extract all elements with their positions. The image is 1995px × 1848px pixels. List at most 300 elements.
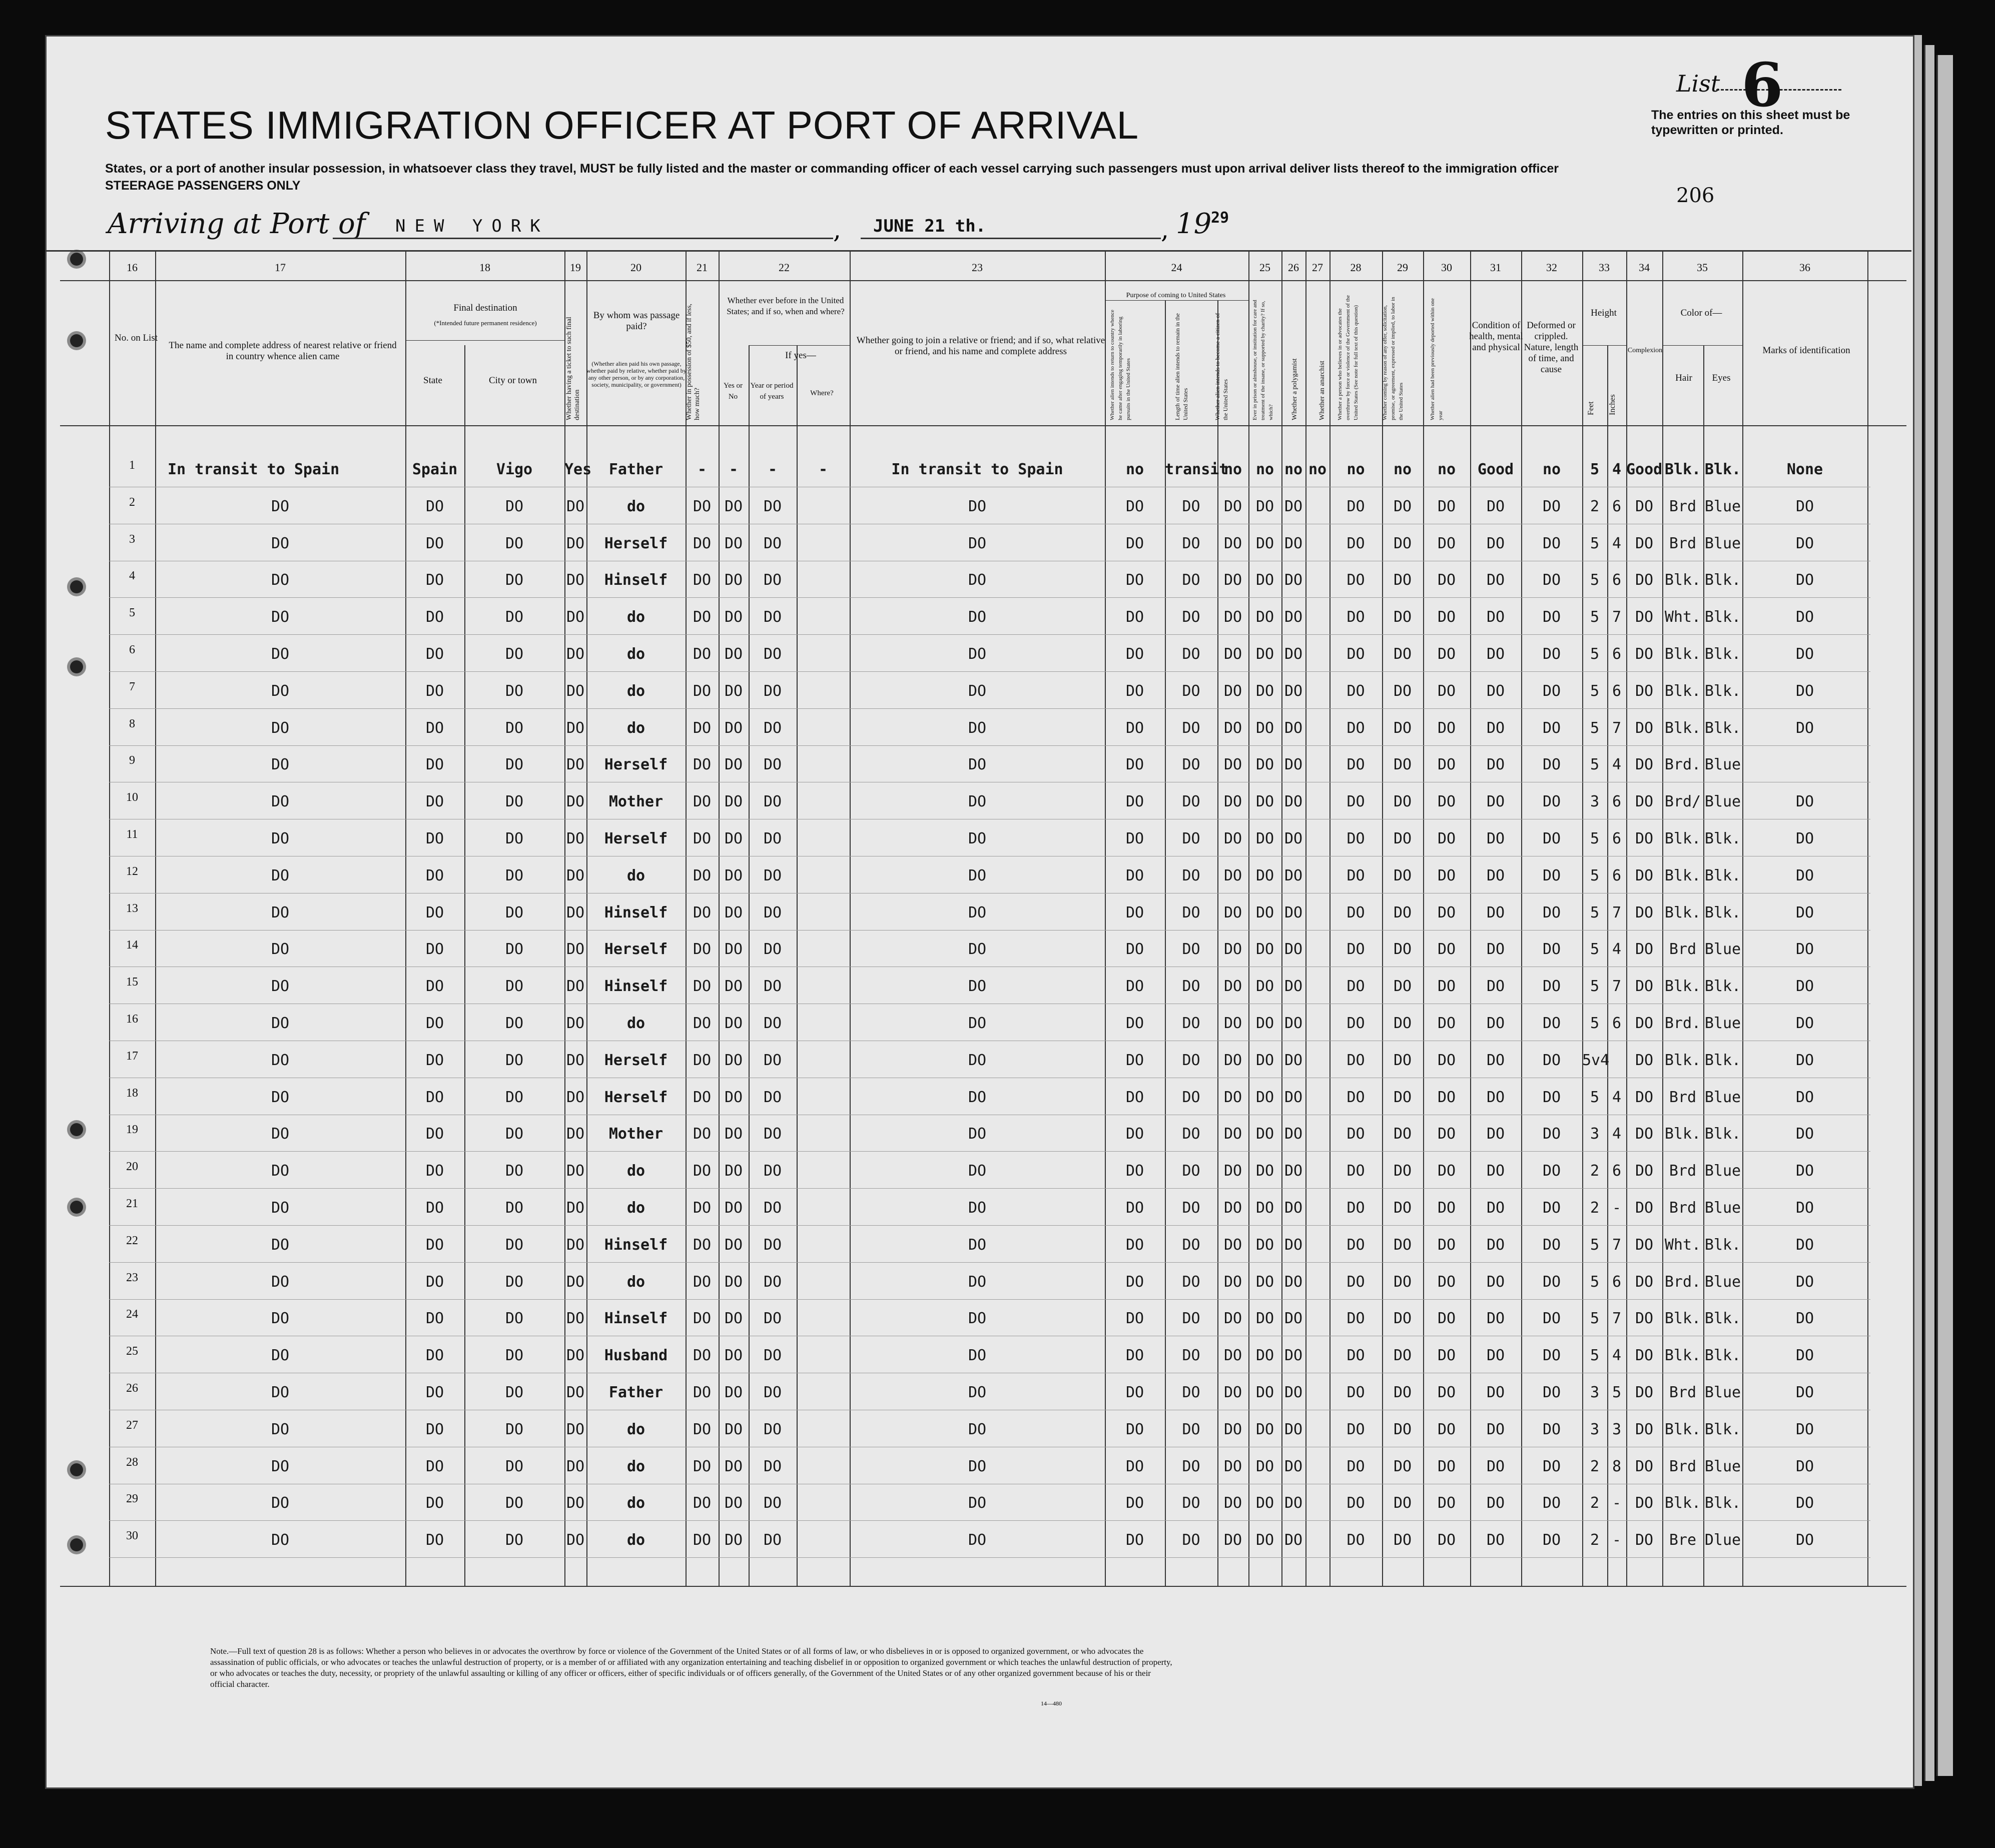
cell-eyes: Blk. <box>1704 1420 1741 1438</box>
cell-q29: DO <box>1393 1051 1412 1069</box>
cell-p1: DO <box>1125 1199 1144 1217</box>
cell-eyes: Blk. <box>1704 1494 1741 1512</box>
cell-poly: DO <box>1284 608 1303 626</box>
cell-ticket: DO <box>566 1273 585 1291</box>
cell-city: DO <box>505 1273 524 1291</box>
cell-health: DO <box>1486 1015 1505 1032</box>
cell-q29: DO <box>1393 830 1412 847</box>
cell-hair: Blk. <box>1664 1347 1701 1365</box>
cell-eyes: Blk. <box>1704 461 1741 478</box>
cell-state: DO <box>425 1310 444 1328</box>
row-number: 11 <box>126 828 138 841</box>
cell-yrs: DO <box>763 1457 782 1475</box>
cell-marks: DO <box>1795 1015 1814 1032</box>
cell-p1: DO <box>1125 793 1144 811</box>
cell-yn: DO <box>724 1088 743 1106</box>
cell-poly: DO <box>1284 1457 1303 1475</box>
cell-poly: DO <box>1284 719 1303 737</box>
cell-eyes: Blk. <box>1704 608 1741 626</box>
cell-eyes: Dlue <box>1704 1531 1741 1549</box>
cell-city: DO <box>505 1347 524 1365</box>
binding-hole <box>70 1463 83 1476</box>
cell-ft: 5 <box>1590 830 1600 847</box>
cell-deform: DO <box>1542 534 1561 552</box>
cell-yrs: DO <box>763 608 782 626</box>
cell-state: DO <box>425 830 444 847</box>
cell-money: DO <box>693 941 712 959</box>
cell-money: DO <box>693 571 712 589</box>
cell-q29: DO <box>1393 1531 1412 1549</box>
cell-state: Spain <box>412 461 458 478</box>
cell-q28: DO <box>1347 941 1365 959</box>
header-question-28: Whether a person who believes in or advocates the overthrow by force or violence of the Government of the United States (See note for full text of this question) <box>1337 295 1359 420</box>
cell-join: DO <box>968 903 987 921</box>
cell-p3: DO <box>1223 1494 1242 1512</box>
cell-comp: DO <box>1635 830 1654 847</box>
cell-yn: DO <box>724 645 743 663</box>
cell-inch: 8 <box>1612 1457 1622 1475</box>
cell-health: DO <box>1486 571 1505 589</box>
cell-poly: DO <box>1284 941 1303 959</box>
cell-yn: DO <box>724 941 743 959</box>
cell-join: DO <box>968 793 987 811</box>
row-number: 24 <box>126 1308 138 1321</box>
cell-q30: DO <box>1437 1125 1456 1143</box>
cell-deform: DO <box>1542 1273 1561 1291</box>
cell-q29: DO <box>1393 1236 1412 1254</box>
cell-ft: 5v4 <box>1582 1051 1610 1069</box>
cell-p1: DO <box>1125 941 1144 959</box>
cell-eyes: Blue <box>1704 793 1741 811</box>
cell-deform: DO <box>1542 903 1561 921</box>
cell-rel: DO <box>271 571 290 589</box>
cell-q28: DO <box>1347 608 1365 626</box>
row-number: 21 <box>126 1197 138 1210</box>
binding-hole <box>70 660 83 673</box>
cell-join: DO <box>968 534 987 552</box>
cell-ft: 5 <box>1590 1236 1600 1254</box>
cell-hair: Brd. <box>1664 756 1701 774</box>
cell-prison: DO <box>1255 1310 1274 1328</box>
cell-q28: DO <box>1347 719 1365 737</box>
cell-q28: DO <box>1347 793 1365 811</box>
cell-prison: DO <box>1255 1531 1274 1549</box>
cell-city: DO <box>505 1162 524 1180</box>
cell-ft: 2 <box>1590 1162 1600 1180</box>
cell-city: DO <box>505 1015 524 1032</box>
cell-ft: 5 <box>1590 1088 1600 1106</box>
header-marks: Marks of identification <box>1762 345 1850 356</box>
header-complexion: Complexion <box>1627 347 1663 354</box>
cell-q29: DO <box>1393 1088 1412 1106</box>
cell-eyes: Blue <box>1704 1162 1741 1180</box>
form-number: 14—480 <box>1041 1700 1062 1707</box>
cell-ft: 5 <box>1590 903 1600 921</box>
cell-deform: DO <box>1542 1199 1561 1217</box>
header-height: Height <box>1591 308 1617 318</box>
cell-state: DO <box>425 608 444 626</box>
cell-inch: 6 <box>1612 866 1622 884</box>
cell-poly: DO <box>1284 793 1303 811</box>
cell-poly: DO <box>1284 1531 1303 1549</box>
cell-rel: DO <box>271 1088 290 1106</box>
cell-prison: DO <box>1255 1273 1274 1291</box>
cell-p2: DO <box>1182 1162 1200 1180</box>
page-title: STATES IMMIGRATION OFFICER AT PORT OF ARRIVAL <box>105 103 1139 147</box>
cell-join: DO <box>968 1236 987 1254</box>
row-rule <box>109 1151 1870 1152</box>
cell-p3: DO <box>1223 1384 1242 1401</box>
cell-yrs: DO <box>763 571 782 589</box>
row-number: 7 <box>129 680 135 693</box>
cell-poly: DO <box>1284 1310 1303 1328</box>
cell-q28: DO <box>1347 903 1365 921</box>
cell-prison: DO <box>1255 1347 1274 1365</box>
cell-q29: DO <box>1393 1015 1412 1032</box>
cell-join: DO <box>968 978 987 996</box>
cell-join: DO <box>968 1162 987 1180</box>
cell-hair: Brd <box>1669 1162 1697 1180</box>
cell-q29: DO <box>1393 1347 1412 1365</box>
port-underline <box>333 238 833 239</box>
cell-prison: DO <box>1255 534 1274 552</box>
cell-paid: Mother <box>608 1125 663 1143</box>
cell-hair: Blk. <box>1664 1420 1701 1438</box>
header-eyes: Eyes <box>1712 373 1731 383</box>
row-number: 19 <box>126 1123 138 1137</box>
cell-yrs: DO <box>763 793 782 811</box>
cell-p3: DO <box>1223 1420 1242 1438</box>
cell-p3: DO <box>1223 571 1242 589</box>
cell-q29: DO <box>1393 719 1412 737</box>
cell-city: DO <box>505 571 524 589</box>
cell-p3: DO <box>1223 534 1242 552</box>
cell-rel: DO <box>271 719 290 737</box>
cell-comp: DO <box>1635 645 1654 663</box>
cell-prison: DO <box>1255 682 1274 700</box>
cell-eyes: Blk. <box>1704 719 1741 737</box>
cell-p2: DO <box>1182 1125 1200 1143</box>
cell-ticket: DO <box>566 682 585 700</box>
cell-ticket: DO <box>566 1531 585 1549</box>
cell-p2: DO <box>1182 1088 1200 1106</box>
cell-money: DO <box>693 1531 712 1549</box>
cell-hair: Blk. <box>1664 1125 1701 1143</box>
cell-paid: Herself <box>604 1051 668 1069</box>
header-purpose-return: Whether alien intends to return to country whence he came after engaging temporarily in laboring pursuits in the United States <box>1109 310 1131 420</box>
cell-p3: DO <box>1223 866 1242 884</box>
cell-health: DO <box>1486 903 1505 921</box>
cell-city: DO <box>505 1457 524 1475</box>
cell-join: DO <box>968 1310 987 1328</box>
cell-health: DO <box>1486 608 1505 626</box>
cell-health: DO <box>1486 941 1505 959</box>
cell-money: DO <box>693 1384 712 1401</box>
cell-state: DO <box>425 941 444 959</box>
cell-marks: DO <box>1795 1125 1814 1143</box>
cell-p2: DO <box>1182 1310 1200 1328</box>
cell-p2: DO <box>1182 1420 1200 1438</box>
sub-column-rule <box>797 345 798 1586</box>
cell-inch: - <box>1612 1531 1622 1549</box>
cell-inch: - <box>1612 1494 1622 1512</box>
cell-money: DO <box>693 1347 712 1365</box>
arriving-label: Arriving at Port of <box>108 208 366 240</box>
cell-ft: 3 <box>1590 1420 1600 1438</box>
column-number: 35 <box>1697 261 1708 274</box>
cell-poly: DO <box>1284 1494 1303 1512</box>
cell-p2: DO <box>1182 1347 1200 1365</box>
cell-poly: DO <box>1284 571 1303 589</box>
cell-poly: DO <box>1284 756 1303 774</box>
cell-join: DO <box>968 719 987 737</box>
cell-q30: DO <box>1437 719 1456 737</box>
cell-ticket: DO <box>566 756 585 774</box>
cell-rel: DO <box>271 903 290 921</box>
cell-deform: DO <box>1542 1457 1561 1475</box>
cell-deform: DO <box>1542 1494 1561 1512</box>
column-number: 24 <box>1171 261 1182 274</box>
header-state: State <box>423 375 442 386</box>
cell-comp: DO <box>1635 571 1654 589</box>
header-purpose-length: Length of time alien intends to remain in the United States <box>1174 313 1189 420</box>
cell-ticket: DO <box>566 534 585 552</box>
row-number: 9 <box>129 754 135 767</box>
cell-deform: DO <box>1542 1347 1561 1365</box>
cell-rel: DO <box>271 1310 290 1328</box>
cell-eyes: Blue <box>1704 756 1741 774</box>
cell-poly: no <box>1284 461 1303 478</box>
cell-yn: DO <box>724 1125 743 1143</box>
cell-marks: DO <box>1795 941 1814 959</box>
cell-inch: 7 <box>1612 719 1622 737</box>
page-edge <box>1936 55 1953 1776</box>
cell-state: DO <box>425 1494 444 1512</box>
cell-poly: DO <box>1284 682 1303 700</box>
cell-paid: Hinself <box>604 1236 668 1254</box>
row-number: 17 <box>126 1049 138 1063</box>
cell-marks: DO <box>1795 719 1814 737</box>
cell-p3: DO <box>1223 1162 1242 1180</box>
column-rule <box>1867 250 1868 1586</box>
cell-yrs: DO <box>763 1384 782 1401</box>
header-group-rule <box>1662 345 1742 346</box>
cell-p1: DO <box>1125 1531 1144 1549</box>
cell-deform: DO <box>1542 608 1561 626</box>
table-bottom-rule <box>60 1586 1906 1587</box>
cell-comp: DO <box>1635 1420 1654 1438</box>
cell-state: DO <box>425 534 444 552</box>
header-passage-note: (Whether alien paid his own passage, whether paid by relative, whether paid by any other person, or by any corporation, society, municipality, or government) <box>586 360 687 388</box>
cell-state: DO <box>425 571 444 589</box>
cell-state: DO <box>425 903 444 921</box>
cell-state: DO <box>425 866 444 884</box>
cell-poly: DO <box>1284 1347 1303 1365</box>
cell-inch: 7 <box>1612 608 1622 626</box>
cell-hair: Blk. <box>1664 1494 1701 1512</box>
cell-marks: DO <box>1795 1531 1814 1549</box>
cell-p2: DO <box>1182 608 1200 626</box>
row-rule <box>109 671 1870 672</box>
cell-deform: DO <box>1542 645 1561 663</box>
row-number: 27 <box>126 1418 138 1432</box>
cell-inch: 6 <box>1612 497 1622 515</box>
cell-q29: DO <box>1393 497 1412 515</box>
cell-rel: DO <box>271 1273 290 1291</box>
cell-p2: DO <box>1182 534 1200 552</box>
cell-state: DO <box>425 645 444 663</box>
cell-ticket: DO <box>566 903 585 921</box>
row-number: 25 <box>126 1345 138 1358</box>
cell-poly: DO <box>1284 497 1303 515</box>
cell-hair: Blk. <box>1664 719 1701 737</box>
column-number: 19 <box>570 261 581 274</box>
cell-inch: 4 <box>1612 534 1622 552</box>
cell-ft: 5 <box>1590 1310 1600 1328</box>
cell-ticket: DO <box>566 1162 585 1180</box>
cell-yn: DO <box>724 1015 743 1032</box>
cell-p2: DO <box>1182 1051 1200 1069</box>
cell-join: DO <box>968 756 987 774</box>
cell-p2: DO <box>1182 866 1200 884</box>
cell-yrs: DO <box>763 497 782 515</box>
cell-rel: DO <box>271 1384 290 1401</box>
column-number: 34 <box>1639 261 1650 274</box>
cell-state: DO <box>425 1420 444 1438</box>
cell-paid: do <box>626 1457 645 1475</box>
row-rule <box>109 708 1870 709</box>
cell-comp: DO <box>1635 978 1654 996</box>
cell-inch: 7 <box>1612 1310 1622 1328</box>
cell-hair: Blk. <box>1664 645 1701 663</box>
cell-p2: DO <box>1182 903 1200 921</box>
cell-deform: DO <box>1542 1310 1561 1328</box>
cell-prison: DO <box>1255 608 1274 626</box>
cell-poly: DO <box>1284 534 1303 552</box>
cell-poly: DO <box>1284 1015 1303 1032</box>
cell-p2: DO <box>1182 830 1200 847</box>
cell-q28: DO <box>1347 1236 1365 1254</box>
cell-rel: DO <box>271 1347 290 1365</box>
cell-money: DO <box>693 1494 712 1512</box>
cell-health: DO <box>1486 866 1505 884</box>
cell-health: DO <box>1486 1457 1505 1475</box>
cell-paid: Herself <box>604 941 668 959</box>
row-number: 10 <box>126 791 138 804</box>
cell-inch: 6 <box>1612 645 1622 663</box>
cell-city: DO <box>505 1088 524 1106</box>
cell-comp: DO <box>1635 1347 1654 1365</box>
cell-q29: no <box>1393 461 1412 478</box>
cell-p3: DO <box>1223 1457 1242 1475</box>
cell-q29: DO <box>1393 1310 1412 1328</box>
cell-city: DO <box>505 978 524 996</box>
cell-yrs: DO <box>763 756 782 774</box>
cell-ticket: DO <box>566 1457 585 1475</box>
cell-p3: DO <box>1223 756 1242 774</box>
cell-ft: 5 <box>1590 534 1600 552</box>
cell-money: DO <box>693 1125 712 1143</box>
cell-paid: Hinself <box>604 571 668 589</box>
cell-hair: Brd. <box>1664 1273 1701 1291</box>
cell-inch: 6 <box>1612 571 1622 589</box>
cell-p1: DO <box>1125 497 1144 515</box>
cell-marks: DO <box>1795 1494 1814 1512</box>
cell-p1: DO <box>1125 1015 1144 1032</box>
cell-state: DO <box>425 1125 444 1143</box>
cell-join: DO <box>968 1051 987 1069</box>
cell-q29: DO <box>1393 756 1412 774</box>
cell-deform: DO <box>1542 1420 1561 1438</box>
cell-deform: DO <box>1542 1051 1561 1069</box>
cell-city: DO <box>505 1310 524 1328</box>
cell-money: DO <box>693 1273 712 1291</box>
cell-p2: DO <box>1182 1384 1200 1401</box>
cell-q29: DO <box>1393 1125 1412 1143</box>
cell-ticket: DO <box>566 866 585 884</box>
cell-deform: DO <box>1542 719 1561 737</box>
cell-eyes: Blue <box>1704 497 1741 515</box>
cell-marks: DO <box>1795 1088 1814 1106</box>
cell-city: DO <box>505 866 524 884</box>
cell-p1: DO <box>1125 1236 1144 1254</box>
header-feet: Feet <box>1587 401 1595 415</box>
cell-ticket: DO <box>566 1236 585 1254</box>
cell-p3: DO <box>1223 1088 1242 1106</box>
cell-marks: DO <box>1795 608 1814 626</box>
header-final-destination: Final destination <box>453 303 517 313</box>
cell-q30: DO <box>1437 866 1456 884</box>
cell-rel: DO <box>271 497 290 515</box>
cell-city: DO <box>505 1236 524 1254</box>
cell-q28: DO <box>1347 1051 1365 1069</box>
cell-rel: DO <box>271 1531 290 1549</box>
cell-p1: DO <box>1125 1420 1144 1438</box>
cell-q30: DO <box>1437 1457 1456 1475</box>
cell-p2: DO <box>1182 978 1200 996</box>
column-number: 32 <box>1546 261 1557 274</box>
cell-q29: DO <box>1393 534 1412 552</box>
cell-money: DO <box>693 830 712 847</box>
cell-comp: Good <box>1626 461 1663 478</box>
header-ticket: Whether having a ticket to such final destination <box>565 317 581 420</box>
binding-hole <box>70 1538 83 1551</box>
cell-ft: 2 <box>1590 1494 1600 1512</box>
cell-ticket: DO <box>566 830 585 847</box>
cell-q28: DO <box>1347 866 1365 884</box>
cell-yn: DO <box>724 978 743 996</box>
cell-rel: DO <box>271 1125 290 1143</box>
cell-eyes: Blk. <box>1704 1236 1741 1254</box>
cell-city: DO <box>505 903 524 921</box>
cell-p1: DO <box>1125 1162 1144 1180</box>
row-number: 3 <box>129 532 135 546</box>
column-number: 30 <box>1441 261 1452 274</box>
page-edge <box>1924 45 1934 1781</box>
cell-hair: Brd <box>1669 497 1697 515</box>
cell-q30: DO <box>1437 1531 1456 1549</box>
cell-prison: DO <box>1255 497 1274 515</box>
cell-q30: DO <box>1437 1347 1456 1365</box>
cell-poly: DO <box>1284 1051 1303 1069</box>
cell-deform: DO <box>1542 1162 1561 1180</box>
cell-health: DO <box>1486 497 1505 515</box>
row-number: 18 <box>126 1086 138 1100</box>
row-number: 5 <box>129 606 135 620</box>
cell-marks: DO <box>1795 978 1814 996</box>
cell-yrs: DO <box>763 830 782 847</box>
cell-join: DO <box>968 866 987 884</box>
